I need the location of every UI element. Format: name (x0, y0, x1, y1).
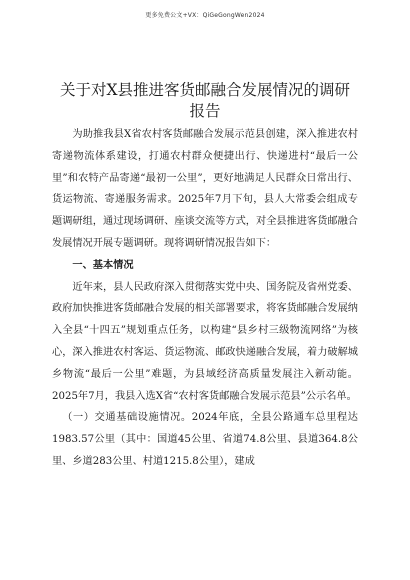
intro-paragraph: 为助推我县X省农村客货邮融合发展示范县创建，深入推进农村寄递物流体系建设，打通农村群众便捷出行、快递进村“最后一公里”和农特产品寄递“最初一公里”，更好地满足人民群众日常出行、货运物流、寄递服务需求。2025年7月下旬，县人大常委会组成专题调研组，通过现场调研、座谈交流等方式，对全县推进客货邮融合发展情况开展专题调研。现将调研情况报告如下： (52, 129, 358, 249)
transport-infrastructure-paragraph: （一）交通基础设施情况。2024年底，全县公路通车总里程达1983.57公里（其中：国道45公里、省道74.8公里、县道364.8公里、乡道283公里、村道1215.8公里），建成 (52, 412, 358, 467)
watermark-text: 更多免费公文+VX：QiGeGongWen2024 (145, 12, 265, 19)
section-heading-basic-situation: 一、基本情况 (72, 259, 134, 271)
basic-situation-paragraph: 近年来，县人民政府深入贯彻落实党中央、国务院及省州党委、政府加快推进客货邮融合发展的相关部署要求，将客货邮融合发展纳入全县“十四五”规划重点任务，以构建“县乡村三级物流网络”为核心，深入推进农村客运、货运物流、邮政快递融合发展，着力破解城乡物流“最后一公里”难题，为县域经济高质量发展注入新动能。2025年7月，我县入选X省“农村客货邮融合发展示范县”公示名单。 (52, 281, 358, 402)
document-title: 关于对X县推进客货邮融合发展情况的调研报告 (59, 81, 351, 120)
document-body (52, 124, 358, 473)
